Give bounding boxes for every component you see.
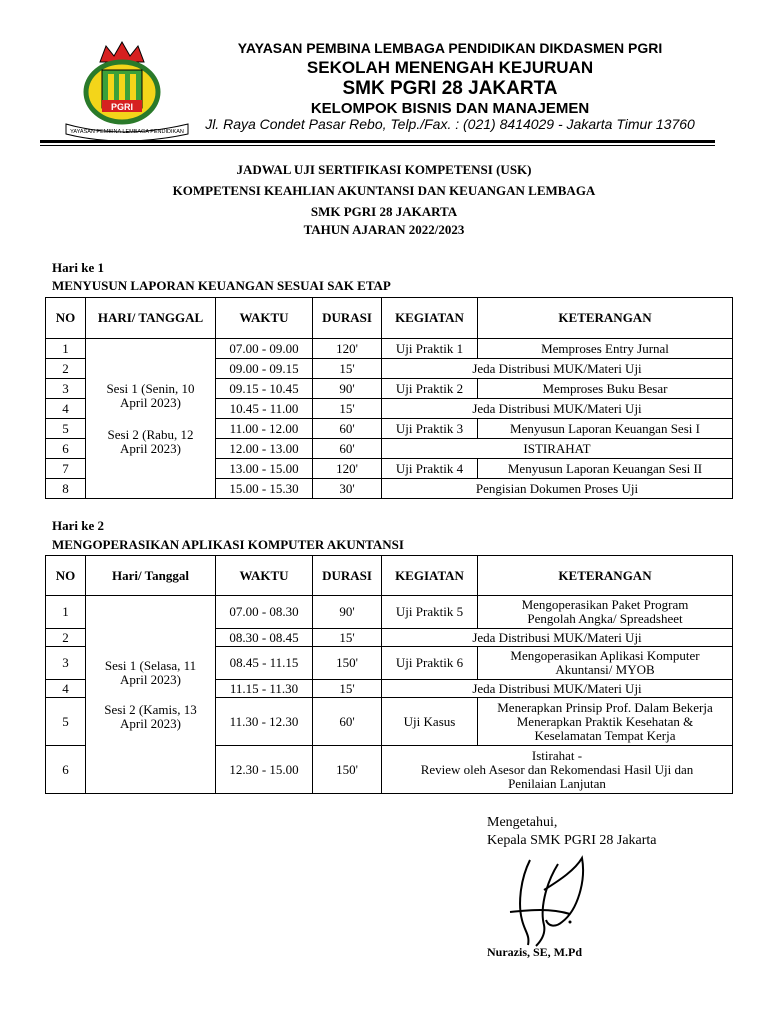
row-duration: 60': [313, 698, 382, 746]
row-notes: Menyusun Laporan Keuangan Sesi I: [478, 419, 733, 439]
col-header-notes: KETERANGAN: [478, 556, 733, 596]
svg-text:PGRI: PGRI: [110, 102, 134, 112]
row-duration: 15': [313, 359, 382, 379]
col-header-activity: KEGIATAN: [382, 556, 478, 596]
school-name: SMK PGRI 28 JAKARTA: [342, 78, 558, 99]
row-no: 2: [46, 359, 86, 379]
row-no: 7: [46, 459, 86, 479]
row-activity: Uji Praktik 1: [382, 339, 478, 359]
session-1: Sesi 1 (Senin, 10 April 2023): [106, 380, 195, 410]
sessions-cell: [86, 339, 216, 499]
col-header-date: HARI/ TANGGAL: [86, 298, 216, 339]
school-type: SEKOLAH MENENGAH KEJURUAN: [306, 58, 594, 77]
row-no: 3: [46, 647, 86, 680]
table-row: [46, 596, 733, 629]
school-logo: [62, 40, 192, 140]
row-no: 5: [46, 698, 86, 746]
row-notes: Jeda Distribusi MUK/Materi Uji: [382, 399, 733, 419]
signer-name: Nurazis, SE, M.Pd: [487, 945, 583, 959]
row-duration: 60': [313, 439, 382, 459]
business-group: KELOMPOK BISNIS DAN MANAJEMEN: [310, 100, 590, 117]
document-subtitle: KOMPETENSI KEAHLIAN AKUNTANSI DAN KEUANGAN LEMBAGA: [172, 183, 596, 198]
row-time: 12.30 - 15.00: [216, 746, 313, 794]
col-header-duration: DURASI: [313, 298, 382, 339]
row-time: 10.45 - 11.00: [216, 399, 313, 419]
row-activity: Uji Praktik 5: [382, 596, 478, 629]
row-time: 11.30 - 12.30: [216, 698, 313, 746]
row-time: 13.00 - 15.00: [216, 459, 313, 479]
table-header-row: [46, 298, 733, 339]
header-divider: [40, 140, 715, 143]
row-duration: 90': [313, 596, 382, 629]
row-time: 08.30 - 08.45: [216, 629, 313, 647]
day2-label: Hari ke 2: [52, 518, 104, 533]
day2-schedule-table: [45, 555, 733, 794]
day1-label: Hari ke 1: [52, 260, 104, 275]
note-line: Istirahat -: [531, 747, 583, 763]
col-header-duration: DURASI: [313, 556, 382, 596]
row-time: 07.00 - 09.00: [216, 339, 313, 359]
row-no: 6: [46, 439, 86, 459]
row-time: 09.00 - 09.15: [216, 359, 313, 379]
col-header-date: Hari/ Tanggal: [86, 556, 216, 596]
day1-subject: MENYUSUN LAPORAN KEUANGAN SESUAI SAK ETAP: [52, 278, 391, 293]
session-1: Sesi 1 (Selasa, 11 April 2023): [104, 657, 197, 687]
row-time: 15.00 - 15.30: [216, 479, 313, 499]
signer-position: Kepala SMK PGRI 28 Jakarta: [487, 833, 657, 848]
row-no: 3: [46, 379, 86, 399]
row-duration: 150': [313, 647, 382, 680]
row-no: 1: [46, 596, 86, 629]
row-no: 4: [46, 399, 86, 419]
col-header-time: WAKTU: [216, 298, 313, 339]
row-duration: 60': [313, 419, 382, 439]
col-header-activity: KEGIATAN: [382, 298, 478, 339]
acknowledged-label: Mengetahui,: [487, 815, 558, 830]
row-duration: 15': [313, 629, 382, 647]
col-header-notes: KETERANGAN: [478, 298, 733, 339]
row-no: 2: [46, 629, 86, 647]
row-time: 11.15 - 11.30: [216, 680, 313, 698]
row-activity: Uji Praktik 4: [382, 459, 478, 479]
row-activity: Uji Praktik 6: [382, 647, 478, 680]
row-time: 09.15 - 10.45: [216, 379, 313, 399]
day1-schedule-table: [45, 297, 733, 499]
note-line: Mengoperasikan Aplikasi Komputer: [510, 648, 700, 663]
note-line: Menerapkan Praktik Kesehatan &: [516, 713, 694, 729]
row-notes: Menyusun Laporan Keuangan Sesi II: [478, 459, 733, 479]
col-header-time: WAKTU: [216, 556, 313, 596]
row-no: 4: [46, 680, 86, 698]
row-time: 08.45 - 11.15: [216, 647, 313, 680]
note-line: Menerapkan Prinsip Prof. Dalam Bekerja: [497, 699, 713, 715]
table-header-row: [46, 556, 733, 596]
row-activity: Uji Praktik 3: [382, 419, 478, 439]
handwritten-signature: [500, 850, 610, 950]
row-duration: 90': [313, 379, 382, 399]
note-line: Review oleh Asesor dan Rekomendasi Hasil Uji dan: [420, 761, 694, 777]
document-school: SMK PGRI 28 JAKARTA: [310, 204, 458, 219]
row-no: 8: [46, 479, 86, 499]
row-notes: ISTIRAHAT: [382, 439, 733, 459]
col-header-no: NO: [46, 556, 86, 596]
row-notes: [478, 647, 733, 680]
row-time: 12.00 - 13.00: [216, 439, 313, 459]
row-no: 5: [46, 419, 86, 439]
row-time: 11.00 - 12.00: [216, 419, 313, 439]
row-notes: Memproses Buku Besar: [478, 379, 733, 399]
row-notes: Jeda Distribusi MUK/Materi Uji: [382, 629, 733, 647]
row-notes: Jeda Distribusi MUK/Materi Uji: [382, 359, 733, 379]
row-activity: Uji Kasus: [382, 698, 478, 746]
svg-text:YAYASAN PEMBINA LEMBAGA PENDID: YAYASAN PEMBINA LEMBAGA PENDIDIKAN: [70, 129, 184, 135]
row-time: 07.00 - 08.30: [216, 596, 313, 629]
row-notes: Jeda Distribusi MUK/Materi Uji: [382, 680, 733, 698]
row-notes: [478, 698, 733, 746]
col-header-no: NO: [46, 298, 86, 339]
session-2: Sesi 2 (Kamis, 13 April 2023): [104, 701, 197, 731]
row-notes: [382, 746, 733, 794]
foundation-name: YAYASAN PEMBINA LEMBAGA PENDIDIKAN DIKDASMEN PGRI: [237, 40, 663, 56]
note-line: Mengoperasikan Paket Program: [521, 597, 689, 612]
row-duration: 15': [313, 399, 382, 419]
row-notes: Pengisian Dokumen Proses Uji: [382, 479, 733, 499]
document-title: JADWAL UJI SERTIFIKASI KOMPETENSI (USK): [236, 162, 532, 177]
note-line: Keselamatan Tempat Kerja: [534, 727, 676, 743]
table-row: [46, 339, 733, 359]
sessions-cell: [86, 596, 216, 794]
document-year: TAHUN AJARAN 2022/2023: [303, 222, 465, 237]
row-duration: 120': [313, 459, 382, 479]
row-duration: 15': [313, 680, 382, 698]
session-2: Sesi 2 (Rabu, 12 April 2023): [107, 426, 194, 456]
row-activity: Uji Praktik 2: [382, 379, 478, 399]
school-address: Jl. Raya Condet Pasar Rebo, Telp./Fax. : (021) 8414029 - Jakarta Timur 13760: [205, 116, 695, 132]
row-duration: 120': [313, 339, 382, 359]
note-line: Pengolah Angka/ Spreadsheet: [527, 611, 683, 626]
header-divider-thin: [40, 145, 715, 146]
row-no: 6: [46, 746, 86, 794]
note-line: Akuntansi/ MYOB: [555, 662, 655, 677]
row-duration: 150': [313, 746, 382, 794]
row-notes: Memproses Entry Jurnal: [478, 339, 733, 359]
note-line: Penilaian Lanjutan: [508, 775, 606, 791]
day2-subject: MENGOPERASIKAN APLIKASI KOMPUTER AKUNTANSI: [52, 537, 404, 552]
row-duration: 30': [313, 479, 382, 499]
row-no: 1: [46, 339, 86, 359]
row-notes: [478, 596, 733, 629]
